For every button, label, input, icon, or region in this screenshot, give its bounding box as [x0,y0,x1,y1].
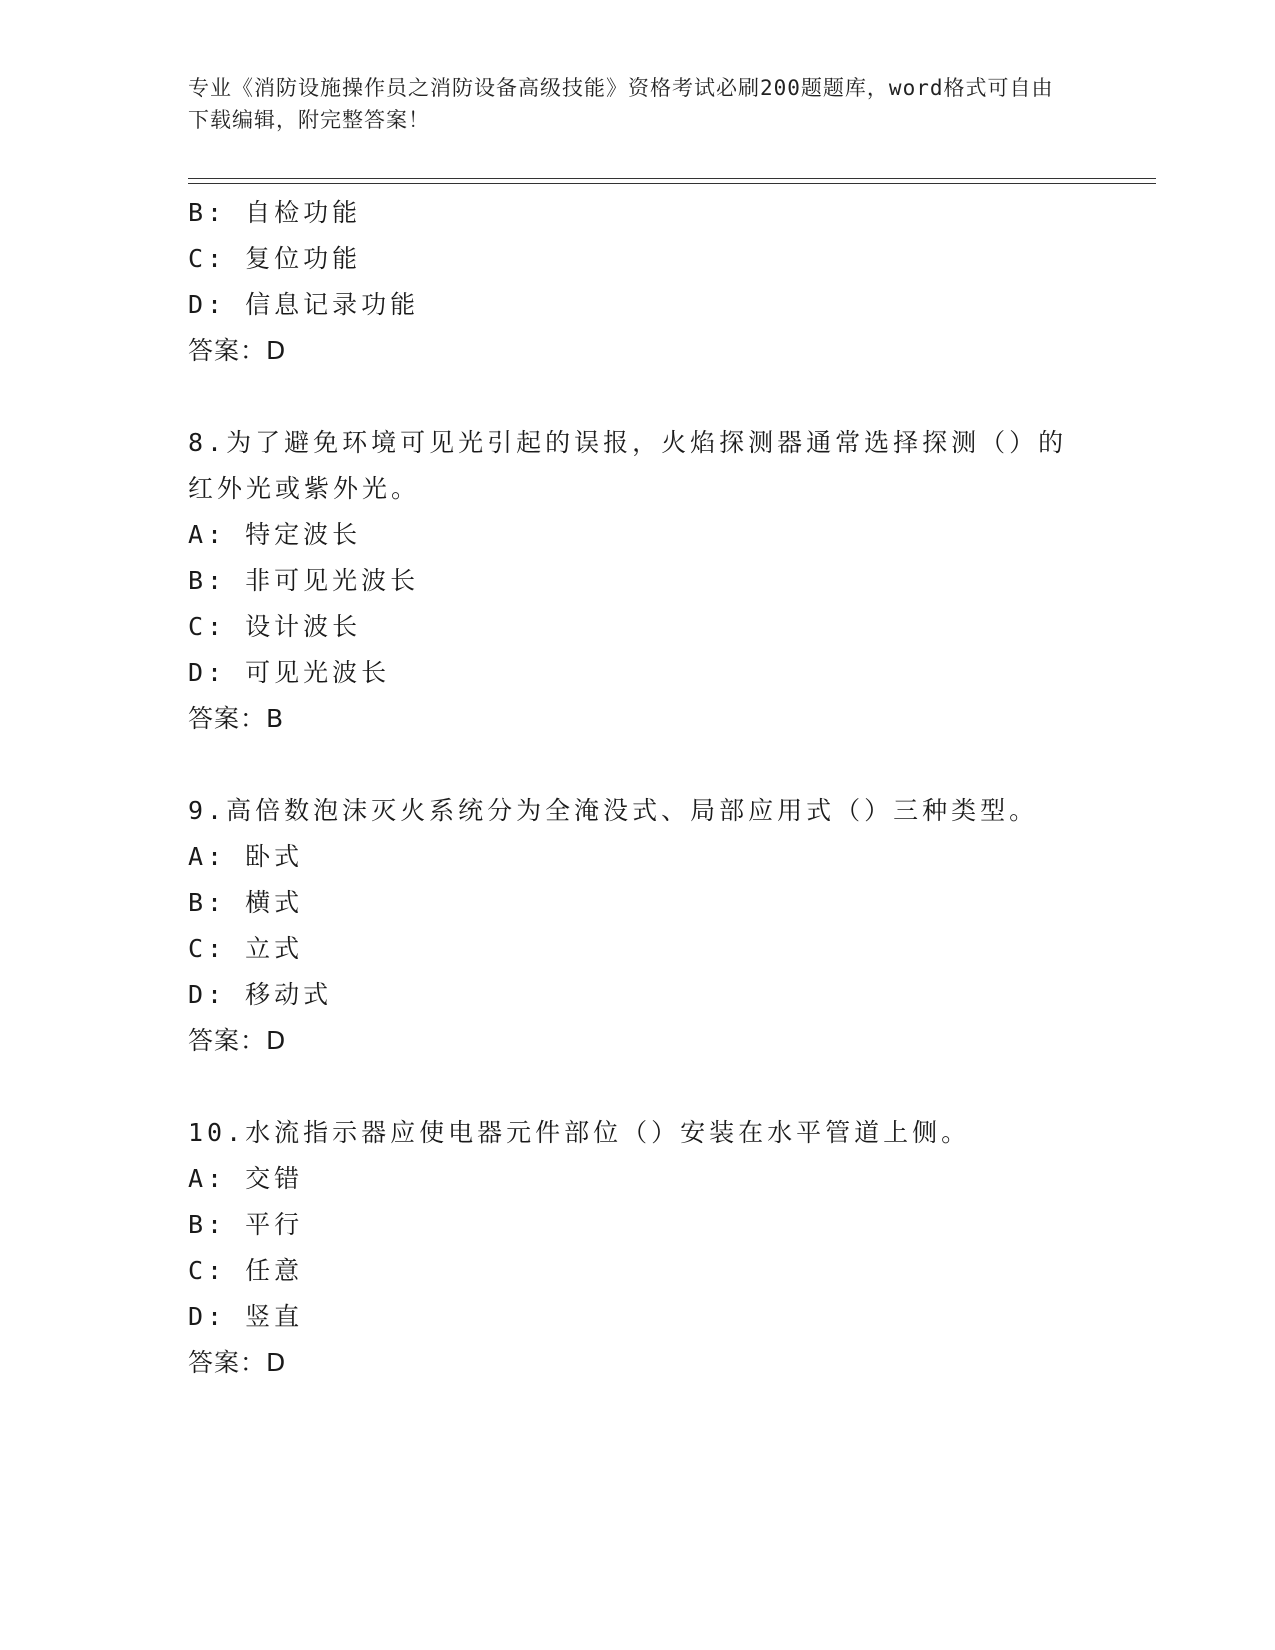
option-a: A: 特定波长 [188,520,362,549]
previous-question [188,190,1088,374]
header-rule-top [188,178,1156,179]
question-list [188,190,1088,1386]
option-b: B: 非可见光波长 [188,566,420,595]
option-d: D: 信息记录功能 [188,290,420,319]
document-header: 专业《消防设施操作员之消防设备高级技能》资格考试必刷200题题库，word格式可自由下载编辑，附完整答案！ [188,76,1054,132]
option-c: C: 立式 [188,934,304,963]
question-stem: 8.为了避免环境可见光引起的误报，火焰探测器通常选择探测（）的 [188,428,1068,457]
question-stem: 10.水流指示器应使电器元件部位（）安装在水平管道上侧。 [188,1118,971,1147]
header-rule-bottom [188,183,1156,184]
question-8 [188,420,1088,742]
option-d: D: 移动式 [188,980,333,1009]
option-d: D: 可见光波长 [188,658,391,687]
question-stem: 9.高倍数泡沫灭火系统分为全淹没式、局部应用式（）三种类型。 [188,796,1039,825]
question-stem: 红外光或紫外光。 [188,474,421,503]
option-b: B: 横式 [188,888,304,917]
option-c: C: 设计波长 [188,612,362,641]
answer: 答案：D [188,1348,287,1377]
option-a: A: 卧式 [188,842,304,871]
option-b: B: 自检功能 [188,198,362,227]
option-c: C: 复位功能 [188,244,362,273]
option-c: C: 任意 [188,1256,304,1285]
answer: 答案：B [188,704,285,733]
question-10 [188,1110,1088,1386]
option-d: D: 竖直 [188,1302,304,1331]
option-a: A: 交错 [188,1164,304,1193]
answer: 答案：D [188,336,287,365]
answer: 答案：D [188,1026,287,1055]
option-b: B: 平行 [188,1210,304,1239]
question-9 [188,788,1088,1064]
